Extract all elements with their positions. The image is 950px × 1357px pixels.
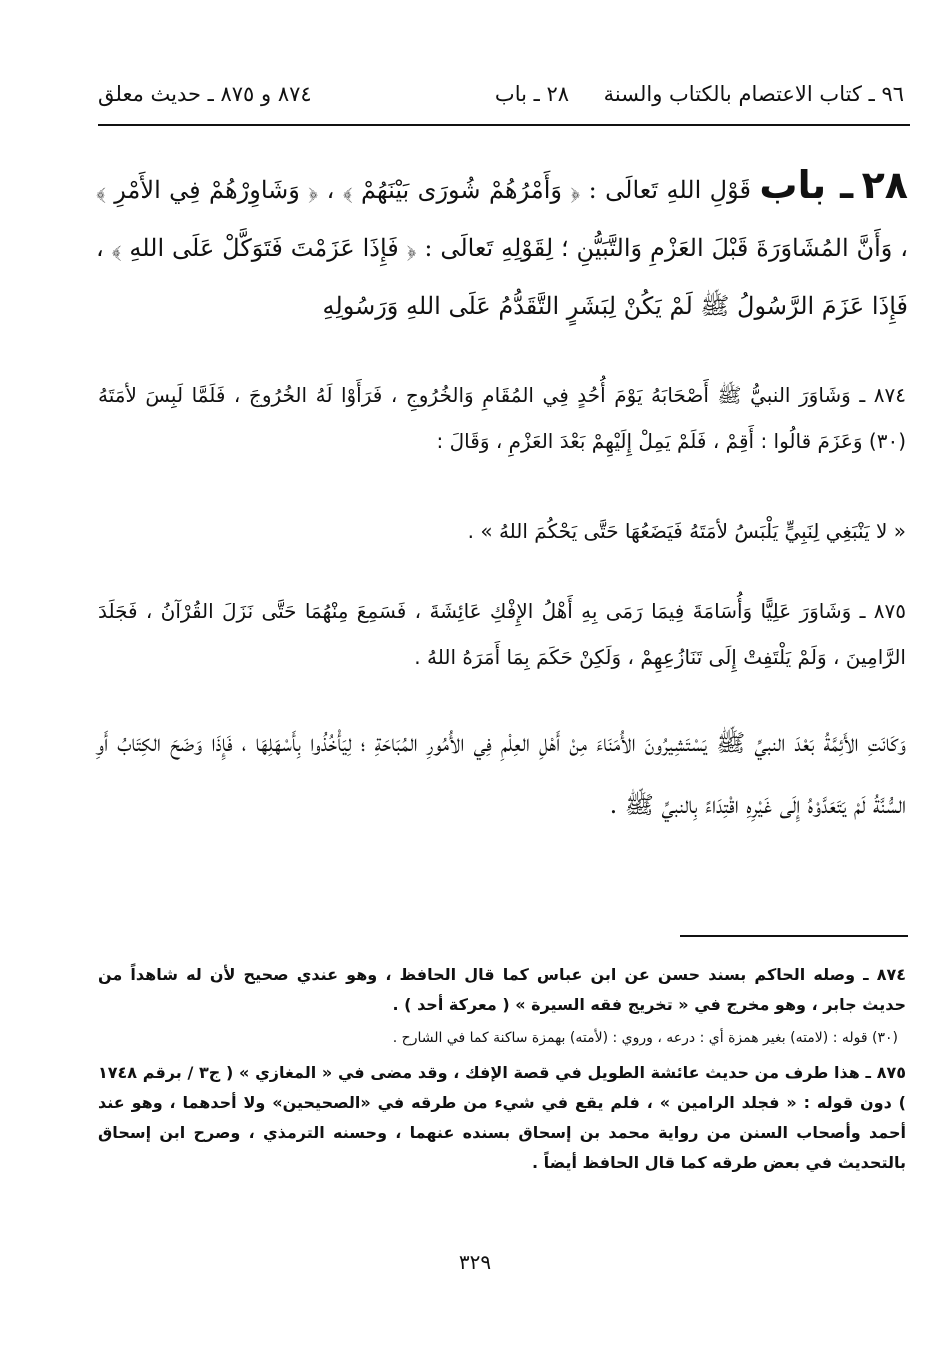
running-header — [98, 82, 904, 118]
hadith-874-quote: « لا يَنْبَغِي لِنَبِيٍّ يَلْبَسُ لأمَتَهُ فَيَضَعُهَا حَتَّى يَحْكُمَ اللهُ » . — [467, 519, 906, 543]
chapter-heading — [96, 156, 908, 335]
footnote-divider — [680, 935, 908, 937]
hadith-875: ٨٧٥ ـ وَشَاوَرَ عَلِيًّا وَأُسَامَةَ فِيمَا رَمَى بِهِ أَهْلُ الإِفْكِ عَائِشَةَ ، فَسَمِعَ مِنْهُمَا حَتَّى نَزَلَ القُرْآنُ ، فَجَلَدَ الرَّامِينَ ، وَلَمْ يَلْتَفِتْ إِلَى تَنَازُعِهِمْ ، وَلَكِنْ حَكَمَ بِمَا أَمَرَهُ اللهُ . — [98, 599, 906, 669]
hadith-874: ٨٧٤ ـ وَشَاوَرَ النبيُّ ﷺ أَصْحَابَهُ يَوْمَ أُحُدٍ فِي المُقَامِ وَالخُرُوجِ ، فَرَأَوْا لَهُ الخُرُوجَ ، فَلَمَّا لَبِسَ لأمَتَهُ (٣٠) وَعَزَمَ قالُوا : أَقِمْ ، فَلَمْ يَمِلْ إِلَيْهِمْ بَعْدَ العَزْمِ ، وَقَالَ : — [98, 383, 906, 453]
footnote-875: ٨٧٥ ـ هذا طرف من حديث عائشة الطويل في قصة الإفك ، وقد مضى في « المغازي » ( ج٣ / برقم ١٧٤٨ ) دون قوله : « فجلد الرامين » ، فلم يقع في شيء من طرقه في «الصحيحين» ولا أحدهما ، وهو عند أحمد وأصحاب السنن من رواية محمد بن إسحاق بسنده عنهما ، وحسنه الترمذي ، وصرح ابن إسحاق بالتحديث في بعض طرقه كما قال الحافظ أيضاً . — [98, 1063, 906, 1172]
chapter-label: ـ باب — [759, 163, 854, 207]
footnote-30: (٣٠) قوله : (لامته) بغير همزة أي : درعه ، وروي : (لأمته) بهمزة ساكنة كما في الشارح . — [392, 1030, 898, 1046]
header-hadith-range: ٨٧٤ و ٨٧٥ ـ حديث معلق — [98, 82, 312, 106]
footnotes — [98, 960, 906, 1182]
closing-paragraph: وَكَانَتِ الأَئِمَّةُ بَعْدَ النبيِّ ﷺ يَسْتَشِيرُونَ الأُمَنَاءَ مِنْ أَهْلِ العِلْمِ فِي الأُمُورِ المُبَاحَةِ ؛ لِيَأْخُذُوا بِأَسْهَلِهَا ، فَإِذَا وَضَحَ الكِتَابُ أَوِ السُّنَّةُ لَمْ يَتَعَدَّوْهُ إِلَى غَيْرِهِ اقْتِدَاءً بِالنبيِّ ﷺ . — [96, 729, 906, 819]
footnote-874: ٨٧٤ ـ وصله الحاكم بسند حسن عن ابن عباس كما قال الحافظ ، وهو عندي صحيح لأن له شاهداً من حديث جابر ، وهو مخرج في « تخريج فقه السيرة » ( معركة أحد ) . — [98, 965, 906, 1014]
header-divider — [98, 124, 910, 126]
chapter-number: ٢٨ — [861, 163, 908, 207]
header-chapter: ٢٨ ـ باب — [494, 82, 569, 106]
chapter-text: قَوْلِ اللهِ تَعالَى : ﴿ وَأَمْرُهُمْ شُورَى بَيْنَهُمْ ﴾ ، ﴿ وَشَاوِرْهُمْ فِي الأَمْرِ ﴾ ، وَأَنَّ المُشَاوَرَةَ قَبْلَ العَزْمِ وَالتَّبَيُّنِ ؛ لِقَوْلِهِ تَعالَى : ﴿ فَإِذَا عَزَمْتَ فَتَوَكَّلْ عَلَى اللهِ ﴾ ، فَإِذَا عَزَمَ الرَّسُولُ ﷺ لَمْ يَكُنْ لِبَشَرٍ التَّقَدُّمُ عَلَى اللهِ وَرَسُولِهِ — [96, 176, 908, 320]
header-book-title: ٩٦ ـ كتاب الاعتصام بالكتاب والسنة — [603, 82, 904, 106]
page-number: ٣٢٩ — [458, 1250, 492, 1274]
